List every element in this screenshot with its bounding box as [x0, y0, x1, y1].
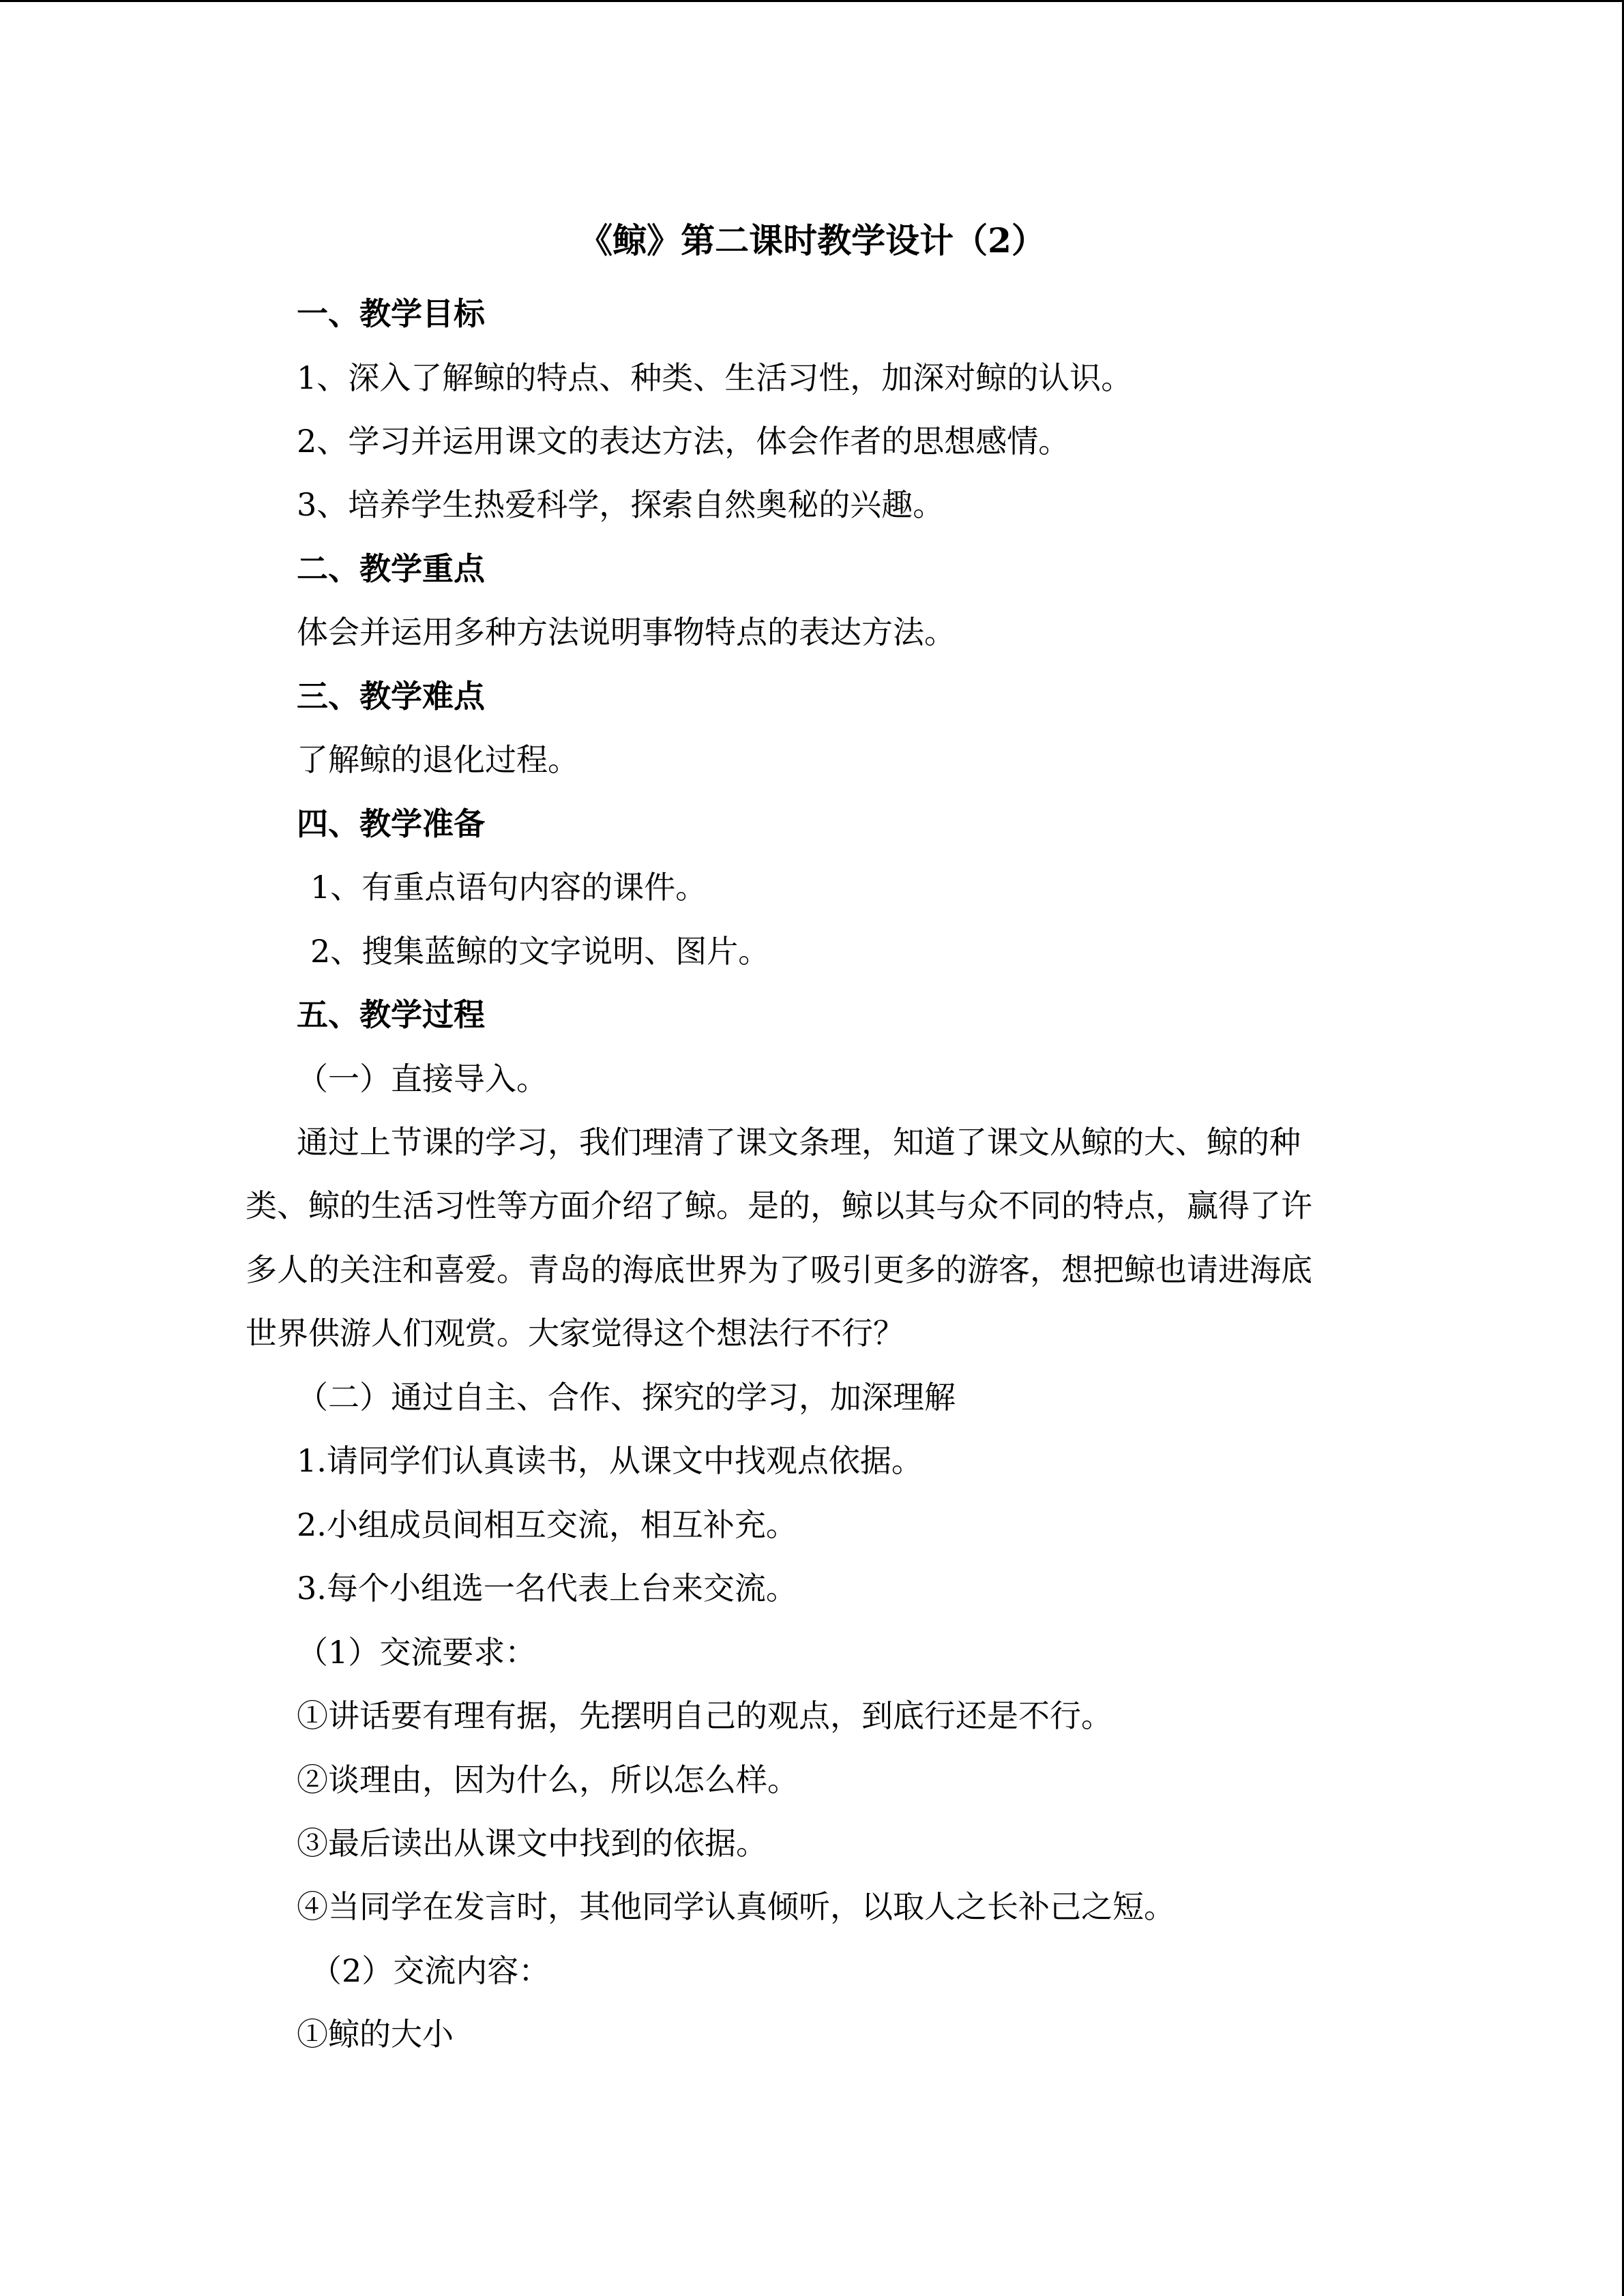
process-step-item: 2.小组成员间相互交流，相互补充。 [297, 1506, 797, 1543]
paragraph-line: 类、鲸的生活习性等方面介绍了鲸。是的，鲸以其与众不同的特点，赢得了许 [246, 1187, 1312, 1224]
content-item: ①鲸的大小 [297, 2016, 454, 2053]
requirement-item: ④当同学在发言时，其他同学认真倾听，以取人之长补己之短。 [297, 1888, 1175, 1925]
requirement-item: ③最后读出从课文中找到的依据。 [297, 1825, 767, 1862]
key-points-text: 体会并运用多种方法说明事物特点的表达方法。 [297, 614, 956, 651]
section-heading-objectives: 一、教学目标 [297, 295, 485, 332]
process-step-item: 3.每个小组选一名代表上台来交流。 [297, 1570, 797, 1607]
section-heading-key-points: 二、教学重点 [297, 550, 485, 587]
requirement-item: ②谈理由，因为什么，所以怎么样。 [297, 1761, 799, 1798]
objective-item: 2、学习并运用课文的表达方法，体会作者的思想感情。 [297, 423, 1070, 460]
preparation-item: 1、有重点语句内容的课件。 [310, 869, 707, 906]
document-title: 《鲸》第二课时教学设计（2） [578, 220, 1046, 260]
process-step-title: （二）通过自主、合作、探究的学习，加深理解 [297, 1379, 956, 1416]
process-step-title: （一）直接导入。 [297, 1060, 548, 1097]
requirement-item: ①讲话要有理有据，先摆明自己的观点，到底行还是不行。 [297, 1697, 1112, 1734]
content-title: （2）交流内容： [310, 1952, 550, 1989]
paragraph-line: 通过上节课的学习，我们理清了课文条理，知道了课文从鲸的大、鲸的种 [297, 1124, 1301, 1161]
section-heading-difficulties: 三、教学难点 [297, 678, 485, 715]
section-heading-preparation: 四、教学准备 [297, 805, 485, 842]
objective-item: 3、培养学生热爱科学，探索自然奥秘的兴趣。 [297, 486, 945, 523]
process-step-item: 1.请同学们认真读书，从课文中找观点依据。 [297, 1442, 923, 1479]
preparation-item: 2、搜集蓝鲸的文字说明、图片。 [310, 933, 770, 970]
difficulties-text: 了解鲸的退化过程。 [297, 741, 579, 778]
section-heading-process: 五、教学过程 [297, 996, 485, 1033]
paragraph-line: 世界供游人们观赏。大家觉得这个想法行不行？ [246, 1315, 904, 1352]
page-top-border [0, 0, 1624, 2]
requirements-title: （1）交流要求： [297, 1634, 537, 1671]
objective-item: 1、深入了解鲸的特点、种类、生活习性，加深对鲸的认识。 [297, 359, 1133, 396]
paragraph-line: 多人的关注和喜爱。青岛的海底世界为了吸引更多的游客，想把鲸也请进海底 [246, 1251, 1312, 1288]
